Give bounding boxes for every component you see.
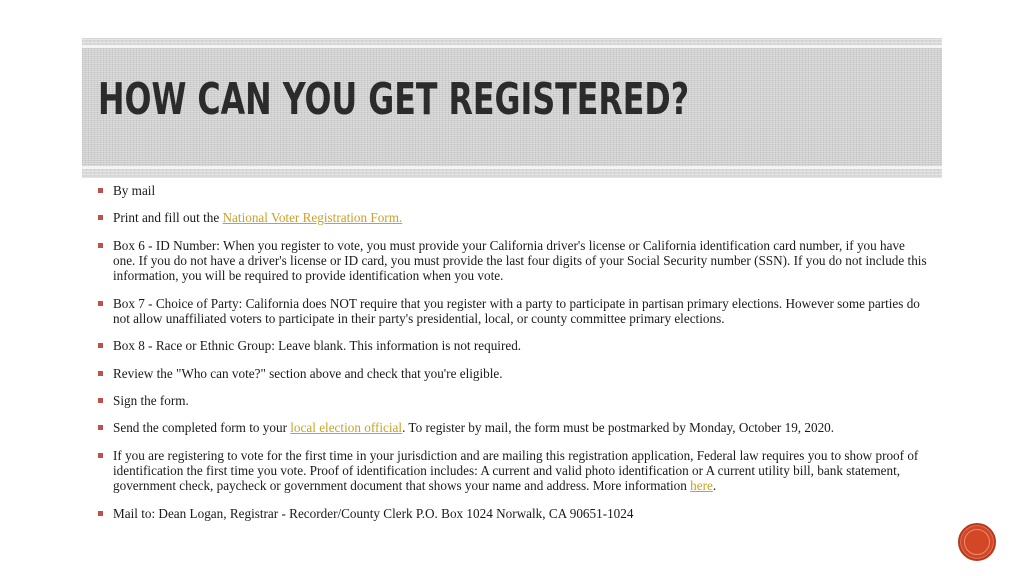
bullet-text: Print and fill out the [113,210,223,226]
hyperlink[interactable]: local election official [290,420,403,436]
title-divider-top [82,45,942,48]
bullet-square-icon [98,371,103,376]
bullet-square-icon [98,453,103,458]
page-title: HOW CAN YOU GET REGISTERED? [98,74,690,125]
hyperlink[interactable]: National Voter Registration Form. [222,210,403,226]
bullet-square-icon [98,398,103,403]
bullet-text: . To register by mail, the form must be postmarked by Monday, October 19, 2020. [402,420,835,436]
bullet-text: By mail [113,183,156,198]
bullet-text: Send the completed form to your [113,420,291,436]
bullet-text: Review the "Who can vote?" section above and check that you're eligible. [113,365,503,381]
bullet-square-icon [98,425,103,430]
bullet-square-icon [98,511,103,516]
bullet-text: Box 6 - ID Number: When you register to vote, you must provide your California driver's license or California identification card number, if you have one. If you do not have a driver's license or ID card, you must provide the last four digits of your Social Security number (SSN). If you do not include this information, you will be required to provide identification when you vote. [113,237,927,284]
hyperlink[interactable]: here [690,478,713,494]
bullet-square-icon [98,243,103,248]
bullet-text: If you are registering to vote for the first time in your jurisdiction and are mailing this registration application, Federal law requires you to show proof of identification the first time you vote. Proof of identification includes: A current and valid photo identification or A current utility bill, bank statement, government check, paycheck or government document that shows your name and address. More information [113,447,919,494]
bullet-item [98,366,928,381]
slide-content [98,183,928,533]
bullet-square-icon [98,188,103,193]
bullet-text: . [712,478,717,494]
bullet-item [98,210,928,225]
bullet-text: Box 7 - Choice of Party: California does NOT require that you register with a party to participate in partisan primary elections. However some parties do not allow unaffiliated voters to participate in their party's presidential, local, or county committee primary elections. [113,295,920,326]
bullet-list [98,183,928,521]
bullet-item [98,420,928,435]
bullet-item [98,183,928,198]
bullet-text: Sign the form. [113,392,189,408]
bullet-item [98,296,928,326]
bullet-square-icon [98,301,103,306]
bullet-text: Box 8 - Race or Ethnic Group: Leave blank. This information is not required. [113,338,522,354]
bullet-item [98,393,928,408]
title-divider-bottom [82,166,942,169]
bullet-item [98,238,928,284]
bullet-item [98,448,928,494]
bullet-square-icon [98,215,103,220]
bullet-item [98,506,928,521]
bullet-text: Mail to: Dean Logan, Registrar - Recorder/County Clerk P.O. Box 1024 Norwalk, CA 90651-1024 [113,505,634,521]
circle-nav-icon[interactable] [958,523,996,561]
bullet-square-icon [98,343,103,348]
bullet-item [98,338,928,353]
circle-nav-inner-ring [964,529,990,555]
